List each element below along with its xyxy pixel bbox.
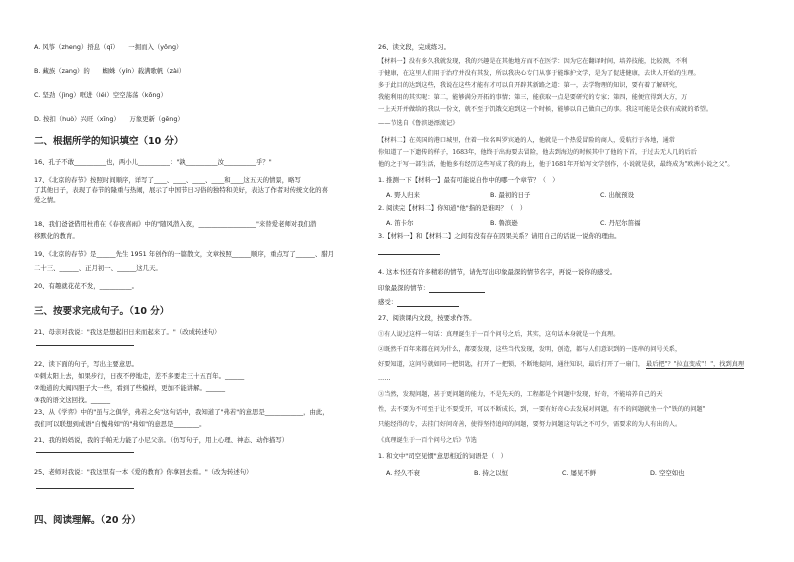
question-20: 20、有趣就花花不发，__________。 bbox=[34, 282, 138, 290]
option-c: C. 坚劲（jìng）哐进（léi）空空荡荡（kōng） bbox=[34, 91, 167, 99]
question-27-1: 1. 和文中"司空见惯"意思相近的词语是（ ） bbox=[378, 452, 508, 460]
q26-2-option-a[interactable]: A. 笛卡尔 bbox=[386, 219, 414, 227]
question-23-line1: 23、从《学弈》中的"虽与之俱学，弗若之矣"这句话中，我知道了"弗若"的意思是____________，由此， bbox=[34, 408, 329, 416]
question-26-2: 2. 阅读完【材料二】你知道"他"指的是谁吗？（ ） bbox=[378, 204, 527, 212]
plot-label: 印象最深的情节： bbox=[378, 284, 430, 292]
option-b: B. 藏族（zang）的 蜘蛛（yín）载满歌帆（zài） bbox=[34, 67, 186, 75]
passage-para-3-line3: 只能经得的专，去挂门好问奇善，使得坚持追问的问题，要努力问题这句话之不可少，需要求的为人有出的人。 bbox=[378, 421, 682, 428]
question-18-line1: 18、我们爸爸借用杜甫在《春夜喜雨》中的"随风潜入夜，__________________"来替爱老师对我们潜 bbox=[34, 220, 317, 228]
q26-1-option-c[interactable]: C. 出航预设 bbox=[600, 191, 635, 199]
question-22: 22、读下面的句子，写出主要意思。 bbox=[34, 360, 138, 368]
question-27: 27、阅读课内文段，按要求作答。 bbox=[378, 314, 476, 322]
question-22-item2: ②地道的大阀四胆子大一些，看到了些模样，更加不能讲解。______ bbox=[34, 384, 226, 392]
material-1-line3: 多于此目的达到这些，我说在这些才能有才可以自开辟其新路之道：第一，去学物理的知识，要有着了解研究， bbox=[378, 82, 682, 89]
q26-1-option-b[interactable]: B. 最初的日子 bbox=[490, 191, 531, 199]
question-19-line1: 19、《北京的春节》是______先生 1951 年创作的一篇散文，文章按照______顺序，重点写了______、腊月 bbox=[34, 250, 335, 258]
passage-text: 好要知道，这问号就如同一把钥匙，打开了一把锁，不断地提问，通往知识，最后打开了一扇门， bbox=[378, 361, 645, 368]
section-heading-4: 四、阅读理解。（20 分） bbox=[34, 515, 141, 526]
q26-4-plot-label bbox=[378, 284, 485, 293]
section-heading-2: 二、根据所学的知识填空（10 分） bbox=[34, 136, 184, 147]
question-17-line3: 爱之情。 bbox=[34, 196, 60, 204]
material-1-source: ——节选自《鲁滨逊漂流记》 bbox=[378, 120, 459, 127]
material-2-line3: 他的之于写一部生活，他他多有经历这些写成了我的海上，他于1681年开始写文学创作，小说就是获，最终成为"欧洲小说之父"。 bbox=[378, 161, 734, 168]
passage-ellipsis: …… bbox=[378, 375, 391, 382]
feeling-answer-line[interactable] bbox=[397, 298, 459, 307]
question-26-4: 4. 这本书还有许多精彩的情节，请先写出印象最深的情节名字，再说一说你的感受。 bbox=[378, 268, 617, 276]
passage-source: 《真理诞生于一百个问号之后》节选 bbox=[378, 437, 477, 444]
passage-para-2-line1: ②既然千百年来都在问为什么，都要发现，这些当代发现，发明，创造，都与人们意识到的一连串的问号关系， bbox=[378, 346, 682, 353]
q26-1-option-a[interactable]: A. 野人归来 bbox=[386, 191, 420, 199]
question-26: 26、读文段，完成练习。 bbox=[378, 43, 451, 51]
material-1-line4: 我能利用的其实呢：第二，能够满分开拓的事情；第三，能获取一点是要研究的专家；第四，能便宜得到大方，万 bbox=[378, 94, 688, 101]
question-22-item1: ①刺太阳上去，如果步行，日夜不停地走，差不多要走三十五百年。______ bbox=[34, 372, 245, 380]
question-24: 21、我的妈妈说，我的手帕无力能了小尼父亲。（仿写句子，用上心理、神态、动作描写） bbox=[34, 436, 289, 444]
question-23-line2: 我们可以联想到成语"自愧弗如"的"弗如"的意思是________。 bbox=[34, 420, 206, 428]
material-2-line1: 【材料二】在英国的港口城里，住着一位名叫罗宾逊的人，他就是一个热爱冒险的商人，爱航行于各地，通常 bbox=[378, 137, 675, 144]
question-25: 25、老师对我说："我这里有一本《爱的教育》你拿回去看。"（改为转述句） bbox=[34, 468, 253, 476]
question-22-item3: ③我的语文这回找。______ bbox=[34, 396, 111, 404]
answer-line-21[interactable] bbox=[36, 345, 134, 346]
q26-4-feeling-label bbox=[378, 298, 459, 307]
question-21: 21、母亲对我说："我这是想起旧日来而起来了。"（改成转述句） bbox=[34, 328, 221, 336]
option-d: D. 按扣（huò）兴旺（xīng） 万象更新（gēng） bbox=[34, 115, 184, 123]
q27-1-option-c[interactable]: C. 屡见不鲜 bbox=[562, 469, 597, 477]
plot-answer-line[interactable] bbox=[429, 284, 485, 293]
q26-2-option-b[interactable]: B. 鲁滨逊 bbox=[490, 219, 518, 227]
answer-line-25[interactable] bbox=[36, 488, 134, 489]
question-17-line1: 17、《北京的春节》按照时间顺序，详写了____、____、____、____和____这五天的情景，略写 bbox=[34, 176, 301, 184]
material-1-line1: 【材料一】没有多久我就发现，我的兴趣是在其他地方而不在医学：因为它在翻译时间，培养技能，比较测，不利 bbox=[378, 58, 688, 65]
question-26-1: 1. 推测一下【材料一】最有可能说自作中的哪一个章节？（ ） bbox=[378, 176, 559, 184]
passage-para-2-line2 bbox=[378, 360, 744, 369]
passage-para-3-line1: ③当然，发现问题，甚于更问题的能力，不是先天的，工程都是个问题中发现，好奇，不能培养自己的天 bbox=[378, 391, 663, 398]
option-a: A. 风筝（zheng）捂息（qī） 一拥而入（yōng） bbox=[34, 43, 183, 51]
material-1-line5: 一上天开并做给的我以一份文，就不至于饥饿交迫到这一个时候，能够以自己做自己的事。我这可能是会获有成就的希望。 bbox=[378, 106, 713, 113]
passage-para-3-line2: 性，去不要为不可至于让不要受开，可以不断成长，到，一要有好奇心去发展对问题，有不的问题就坐一个"铁的的问题" bbox=[378, 406, 706, 413]
answer-line-26-3[interactable] bbox=[378, 254, 440, 255]
underlined-phrase: 最后把"？"拉直变成"！"，找到真理 bbox=[646, 361, 745, 368]
q26-2-option-c[interactable]: C. 丹尼尔笛福 bbox=[600, 219, 641, 227]
q27-1-option-d[interactable]: D. 空空如也 bbox=[650, 469, 685, 477]
question-17-line2: 了其他日子，表现了春节的隆重与热闹，展示了中国节日习俗的独特和美好，表达了作者对传统文化的喜 bbox=[34, 186, 328, 194]
question-26-3: 3.【材料一】和【材料二】之间有没有存在因果关系？请用自己的话说一说你的理由。 bbox=[378, 232, 621, 240]
question-19-line2: 二十三、______、正月初一、______这几天。 bbox=[34, 264, 162, 272]
q27-1-option-a[interactable]: A. 经久不衰 bbox=[386, 469, 420, 477]
feeling-label: 感受： bbox=[378, 298, 398, 306]
passage-para-1: ①有人说过这样一句话：真理诞生于一百个问号之后，其实，这句话本身就是一个真理。 bbox=[378, 331, 620, 338]
question-18-line2: 移默化的教育。 bbox=[34, 232, 79, 240]
material-1-line2: 于健康，在这里人们用于治疗并没有其发，所以我决心专门从事于能维护文学，是为了促进健康，去世人开始的生理。 bbox=[378, 70, 700, 77]
q27-1-option-b[interactable]: B. 持之以恒 bbox=[474, 469, 509, 477]
question-16: 16、孔子不敢__________也，两小儿__________："孰__________汝__________乎？" bbox=[34, 158, 272, 166]
answer-line-24[interactable] bbox=[36, 452, 134, 453]
section-heading-3: 三、按要求完成句子。（10 分） bbox=[34, 306, 170, 317]
material-2-line2: 你知道了一下遗传的样子，1683年，他终于出海要去冒险，他去到海边的时候其中了他的下首，于过去无人几的后后 bbox=[378, 149, 697, 156]
